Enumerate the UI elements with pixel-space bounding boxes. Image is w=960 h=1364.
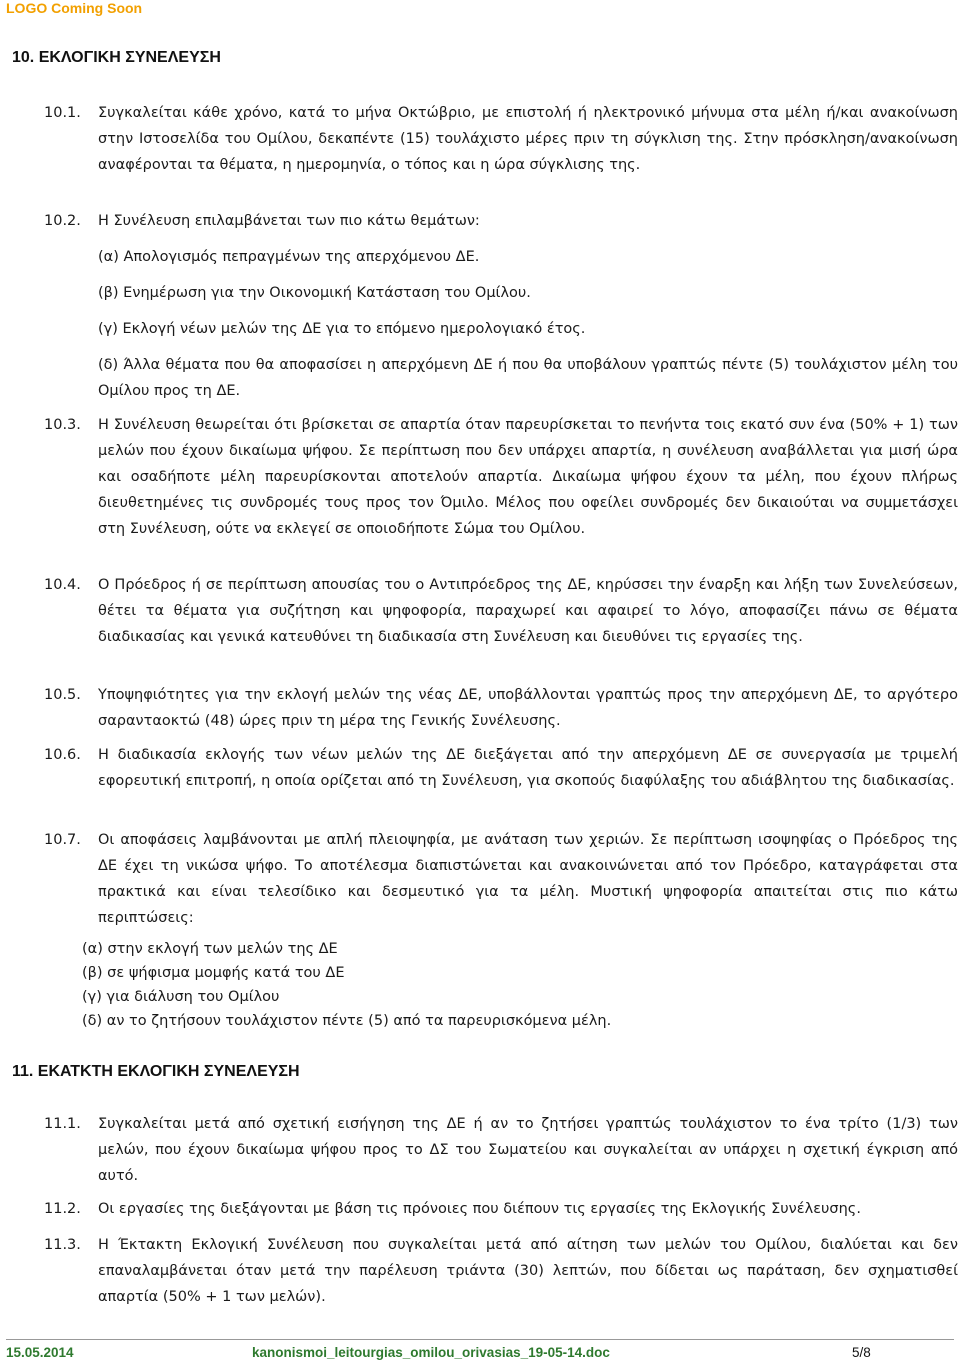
clause-text: Η Έκτακτη Εκλογική Συνέλευση που συγκαλείται μετά από αίτηση των μελών του Ομίλου, διαλύεται και δεν επαναλαμβάνεται όταν μετά την παρέλευση τριάντα (30) λεπτών, που δίδεται ως παράταση, δεν σχηματισθεί απαρτία (50% + 1 των μελών). (98, 1237, 958, 1305)
clause-number: 10.2. (44, 213, 81, 229)
clause-number: 11.1. (44, 1116, 81, 1132)
footer-date: 15.05.2014 (6, 1345, 74, 1360)
clause-10-4 (0, 572, 960, 650)
section-10-title: 10. ΕΚΛΟΓΙΚΗ ΣΥΝΕΛΕΥΣΗ (12, 49, 221, 66)
footer-page-number: 5/8 (852, 1345, 871, 1360)
clause-text: Η Συνέλευση θεωρείται ότι βρίσκεται σε απαρτία όταν παρευρίσκεται το πενήντα τοις εκατό συν ένα (50% + 1) των μελών που έχουν δικαίωμα ψήφου. Σε περίπτωση που δεν υπάρχει απαρτία, η συνέλευση αναβάλλεται για μισή ώρα και οσαδήποτε μέλη παρευρίσκονται αποτελούν απαρτία. Δικαίωμα ψήφου έχουν τα μέλη, που έχουν πλήρως διευθετημένες τις συνδρομές τους προς τον Όμιλο. Μέλος που οφείλει συνδρομές δεν δικαιούται να συμμετάσχει στη Συνέλευση, ούτε να εκλεγεί σε οποιοδήποτε Σώμα του Ομίλου. (98, 417, 958, 537)
list-item: (γ) για διάλυση του Ομίλου (82, 989, 280, 1005)
clause-text: Υποψηφιότητες για την εκλογή μελών της νέας ΔΕ, υποβάλλονται γραπτώς προς την απερχόμενη ΔΕ, το αργότερο σαρανταοκτώ (48) ώρες πριν τη μέρα της Γενικής Συνέλευσης. (98, 687, 958, 729)
clause-10-5 (0, 682, 960, 734)
clause-number: 10.4. (44, 577, 81, 593)
clause-11-1 (0, 1111, 960, 1189)
list-item: (δ) Άλλα θέματα που θα αποφασίσει η απερχόμενη ΔΕ ή που θα υποβάλουν γραπτώς πέντε (5) τουλάχιστον μέλη του Ομίλου προς τη ΔΕ. (98, 357, 958, 399)
clause-number: 10.1. (44, 105, 81, 121)
footer-filename: kanonismoi_leitourgias_omilou_orivasias_19-05-14.doc (252, 1345, 610, 1360)
clause-number: 10.3. (44, 417, 81, 433)
clause-text: Οι εργασίες της διεξάγονται με βάση τις πρόνοιες που διέπουν τις εργασίες της Εκλογικής Συνέλευσης. (98, 1201, 861, 1217)
list-item: (β) Ενημέρωση για την Οικονομική Κατάσταση του Ομίλου. (98, 285, 531, 301)
clause-11-3 (0, 1232, 960, 1310)
clause-number: 11.3. (44, 1237, 81, 1253)
clause-10-3 (0, 412, 960, 542)
section-11-title: 11. ΕΚΑΤΚΤΗ ΕΚΛΟΓΙΚΗ ΣΥΝΕΛΕΥΣΗ (12, 1063, 300, 1080)
secret-vote-list (82, 937, 611, 1033)
clause-text: Η Συνέλευση επιλαμβάνεται των πιο κάτω θεμάτων: (98, 213, 480, 229)
footer-divider (6, 1339, 954, 1340)
clause-number: 10.7. (44, 832, 81, 848)
clause-text: Συγκαλείται μετά από σχετική εισήγηση της ΔΕ ή αν το ζητήσει γραπτώς τουλάχιστον το ένα τρίτο (1/3) των μελών, που έχουν δικαίωμα ψήφου προς το ΔΣ του Σωματείου και συγκαλείται αν υπάρχει η σχετική έγκριση από αυτό. (98, 1116, 958, 1184)
list-item: (β) σε ψήφισμα μομφής κατά του ΔΕ (82, 965, 345, 981)
clause-10-1 (0, 100, 960, 178)
list-item: (δ) αν το ζητήσουν τουλάχιστον πέντε (5) από τα παρευρισκόμενα μέλη. (82, 1013, 612, 1029)
clause-text: Συγκαλείται κάθε χρόνο, κατά το μήνα Οκτώβριο, με επιστολή ή ηλεκτρονικό μήνυμα στα μέλη ή/και ανακοίνωση στην Ιστοσελίδα του Ομίλου, δεκαπέντε (15) τουλάχιστο μέρες πριν τη σύγκλιση της. Στην πρόσκληση/ανακοίνωση αναφέρονται τα θέματα, η ημερομηνία, ο τόπος και η ώρα σύγκλισης της. (98, 105, 958, 173)
list-item: (α) Απολογισμός πεπραγμένων της απερχόμενου ΔΕ. (98, 249, 480, 265)
clause-10-7 (0, 827, 960, 931)
clause-11-2 (0, 1196, 960, 1222)
clause-text: Ο Πρόεδρος ή σε περίπτωση απουσίας του ο Αντιπρόεδρος της ΔΕ, κηρύσσει την έναρξη και λήξη των Συνελεύσεων, θέτει τα θέματα για συζήτηση και ψηφοφορία, παραχωρεί και αφαιρεί το λόγο, αποφασίζει πάνω σε θέματα διαδικασίας και γενικά κατευθύνει τη διαδικασία στη Συνέλευση και διευθύνει τις εργασίες της. (98, 577, 958, 645)
list-item: (γ) Εκλογή νέων μελών της ΔΕ για το επόμενο ημερολογιακό έτος. (98, 321, 586, 337)
logo-placeholder: LOGO Coming Soon (6, 0, 143, 16)
clause-number: 10.5. (44, 687, 81, 703)
list-item: (α) στην εκλογή των μελών της ΔΕ (82, 941, 338, 957)
clause-number: 11.2. (44, 1201, 81, 1217)
clause-number: 10.6. (44, 747, 81, 763)
clause-text: Η διαδικασία εκλογής των νέων μελών της ΔΕ διεξάγεται από την απερχόμενη ΔΕ σε συνεργασία με τριμελή εφορευτική επιτροπή, η οποία ορίζεται από τη Συνέλευση, για σκοπούς διαφύλαξης του αδιάβλητου της διαδικασίας. (98, 747, 958, 789)
clause-10-6 (0, 742, 960, 794)
clause-10-2 (0, 208, 960, 234)
clause-text: Οι αποφάσεις λαμβάνονται με απλή πλειοψηφία, με ανάταση των χεριών. Σε περίπτωση ισοψηφίας ο Πρόεδρος της ΔΕ έχει τη νικώσα ψήφο. Το αποτέλεσμα διαπιστώνεται και ανακοινώνεται από τον Πρόεδρο, καταγράφεται στα πρακτικά και είναι τελεσίδικο και δεσμευτικό για τα μέλη. Μυστική ψηφοφορία απαιτείται στις πιο κάτω περιπτώσεις: (98, 832, 958, 926)
